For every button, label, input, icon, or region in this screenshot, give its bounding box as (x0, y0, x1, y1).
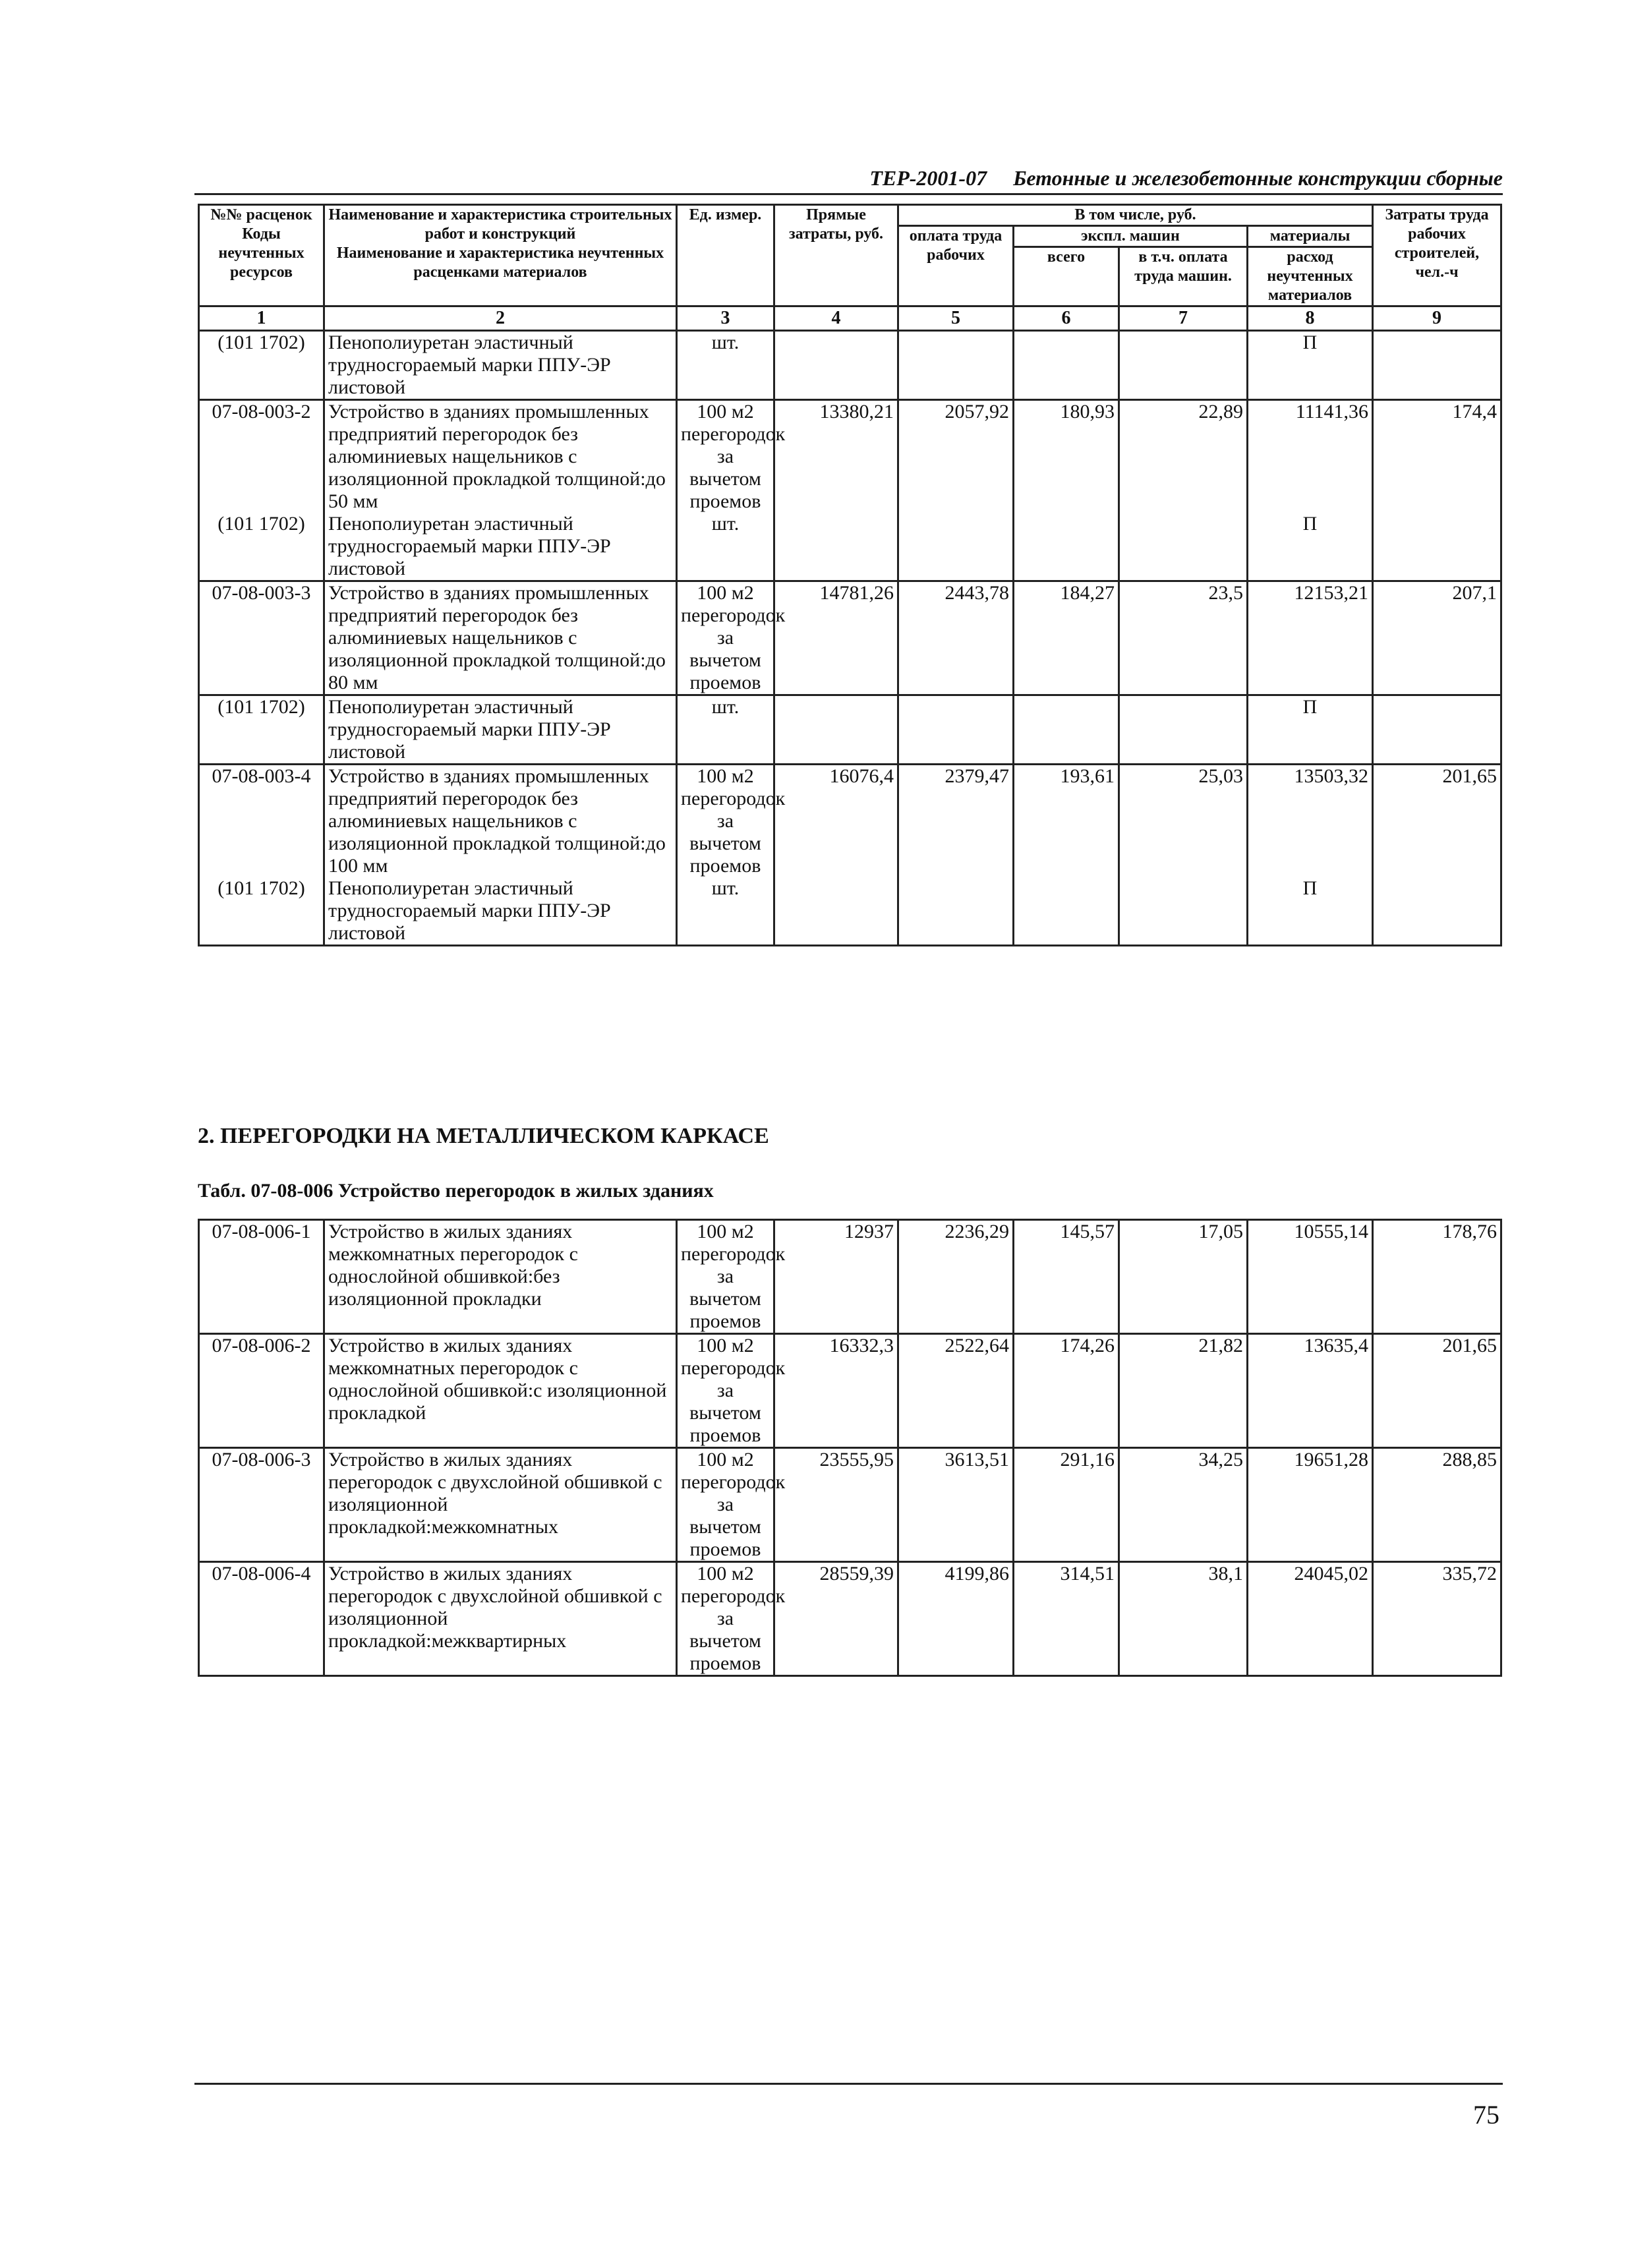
table-row: 07-08-006-3 Устройство в жилых зданиях перегородок с двухслойной обшивкой с изоляционной прокладкой:межкомнатных 100 м2 перегородок за вычетом проемов 23555,95 3613,51 291,16 34,25 19651,28 288,85 (199, 1448, 1501, 1562)
col-header-codes: №№ расценок Коды неучтенных ресурсов (199, 205, 324, 306)
header-title: Бетонные и железобетонные конструкции сборные (1013, 166, 1503, 190)
col-header-mat: материалы (1248, 226, 1373, 247)
table-row: 07-08-003-3 Устройство в зданиях промышленных предприятий перегородок без алюминиевых нащельников с изоляционной прокладкой толщиной:до 80 мм 100 м2 перегородок за вычетом проемов 14781,26 2443,78 184,27 23,5 12153,21 207,1 (199, 581, 1501, 695)
page-number: 75 (1473, 2100, 1499, 2130)
table-row: 07-08-003-2 Устройство в зданиях промышленных предприятий перегородок без алюминиевых нащельников с изоляционной прокладкой толщиной:до 50 мм 100 м2 перегородок за вычетом проемов 13380,21 2057,92 180,93 22,89 11141,36 174,4 (199, 400, 1501, 513)
table-row: 07-08-006-2 Устройство в жилых зданиях межкомнатных перегородок с однослойной обшивкой:с изоляционной прокладкой 100 м2 перегородок за вычетом проемов 16332,3 2522,64 174,26 21,82 13635,4 201,65 (199, 1334, 1501, 1448)
running-header (194, 166, 1503, 195)
col-header-direct: Прямые затраты, руб. (774, 205, 898, 306)
col-header-pay: оплата труда рабочих (898, 226, 1014, 306)
col-header-unit: Ед. измер. (677, 205, 774, 306)
col-header-mach-pay: в т.ч. оплата труда машин. (1119, 247, 1248, 306)
table-row: (101 1702) Пенополиуретан эластичный трудносгораемый марки ППУ-ЭР листовой шт. П (199, 513, 1501, 581)
rates-table-top (198, 204, 1502, 946)
column-numbers-row: 1 2 3 4 5 6 7 8 9 (199, 306, 1501, 331)
col-header-mach-all: всего (1014, 247, 1119, 306)
col-header-mat-sub: расход неучтенных материалов (1248, 247, 1373, 306)
footer-rule (194, 2083, 1503, 2085)
col-header-incl: В том числе, руб. (898, 205, 1373, 226)
col-header-labor: Затраты труда рабочих строителей, чел.-ч (1373, 205, 1501, 306)
col-header-mach: экспл. машин (1014, 226, 1248, 247)
table-row: 07-08-003-4 Устройство в зданиях промышленных предприятий перегородок без алюминиевых нащельников с изоляционной прокладкой толщиной:до 100 мм 100 м2 перегородок за вычетом проемов 16076,4 2379,47 193,61 25,03 13503,32 201,65 (199, 765, 1501, 878)
rates-table-bottom (198, 1219, 1502, 1677)
col-header-name: Наименование и характеристика строительных работ и конструкций Наименование и характеристика неучтенных расценками материалов (324, 205, 677, 306)
table-row: 07-08-006-1 Устройство в жилых зданиях межкомнатных перегородок с однослойной обшивкой:без изоляционной прокладки 100 м2 перегородок за вычетом проемов 12937 2236,29 145,57 17,05 10555,14 178,76 (199, 1220, 1501, 1334)
section-title: 2. ПЕРЕГОРОДКИ НА МЕТАЛЛИЧЕСКОМ КАРКАСЕ (198, 1124, 769, 1148)
table-title: Табл. 07-08-006 Устройство перегородок в жилых зданиях (198, 1180, 714, 1202)
table-row: (101 1702) Пенополиуретан эластичный трудносгораемый марки ППУ-ЭР листовой шт. П (199, 877, 1501, 946)
table-row: (101 1702) Пенополиуретан эластичный трудносгораемый марки ППУ-ЭР листовой шт. П (199, 695, 1501, 765)
table-row: (101 1702) Пенополиуретан эластичный трудносгораемый марки ППУ-ЭР листовой шт. П (199, 331, 1501, 400)
header-code: ТЕР-2001-07 (869, 166, 987, 190)
table-row: 07-08-006-4 Устройство в жилых зданиях перегородок с двухслойной обшивкой с изоляционной прокладкой:межквартирных 100 м2 перегородок за вычетом проемов 28559,39 4199,86 314,51 38,1 24045,02 335,72 (199, 1562, 1501, 1676)
